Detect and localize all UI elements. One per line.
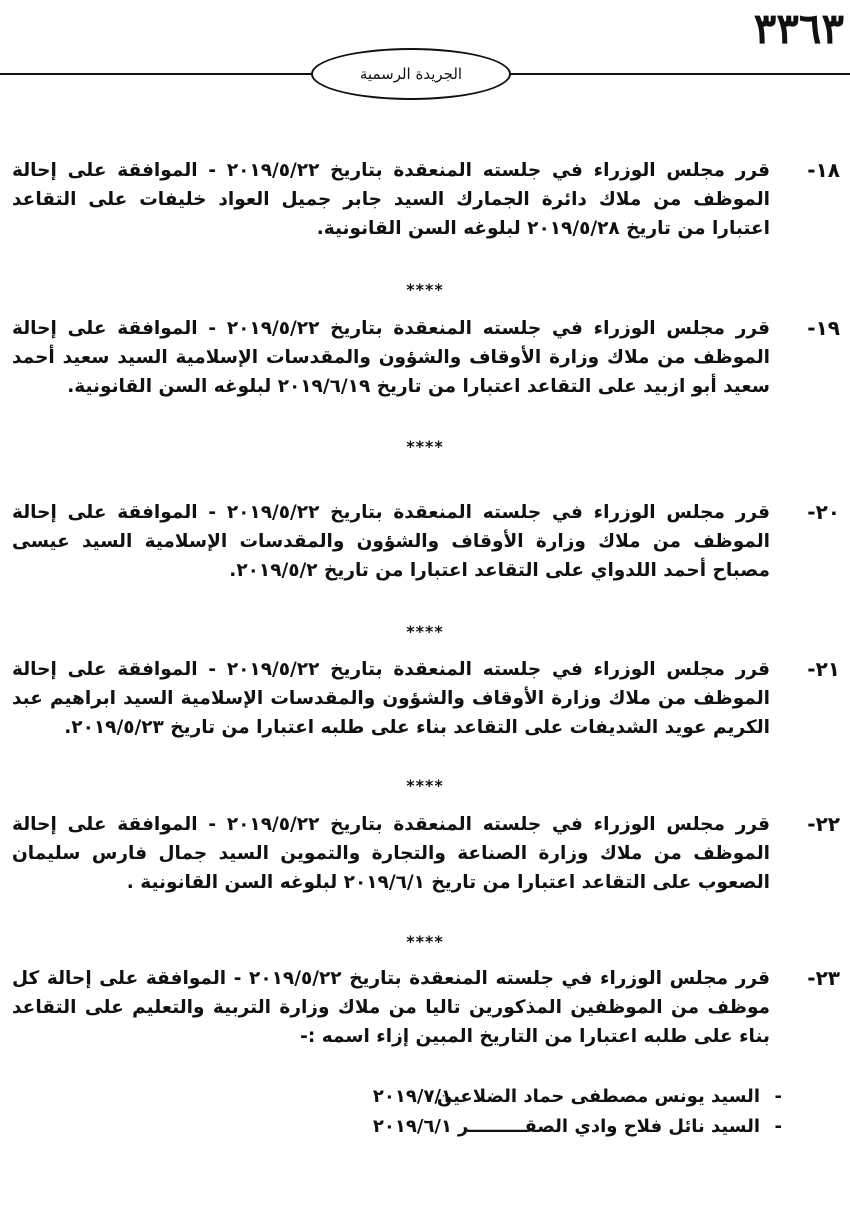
decision-text: قرر مجلس الوزراء في جلسته المنعقدة بتاريخ ٢٠١٩/٥/٢٢ - الموافقة على إحالة الموظف من ملاك دائرة الجمارك السيد جابر جميل العواد خليفات على التقاعد اعتبارا من تاريخ ٢٠١٩/٥/٢٨ لبلوغه السن القانونية. [12, 160, 770, 239]
list-dash: - [774, 1086, 782, 1107]
decision-text: قرر مجلس الوزراء في جلسته المنعقدة بتاريخ ٢٠١٩/٥/٢٢ - الموافقة على إحالة الموظف من ملاك وزارة الأوقاف والشؤون والمقدسات الإسلامية السيد سعيد أحمد سعيد أبو ازبيد على التقاعد اعتبارا من تاريخ ٢٠١٩/٦/١٩ لبلوغه السن القانونية. [12, 318, 770, 397]
page-number: ٣٣٦٣ [753, 4, 844, 53]
decision-number: ٢٢- [807, 812, 840, 836]
separator: **** [406, 776, 444, 795]
list-dash: - [774, 1116, 782, 1137]
decision-number: ١٩- [807, 316, 840, 340]
decision-text: قرر مجلس الوزراء في جلسته المنعقدة بتاريخ ٢٠١٩/٥/٢٢ - الموافقة على إحالة كل موظف من الموظفين المذكورين تاليا من ملاك وزارة التربية والتعليم على التقاعد بناء على طلبه اعتبارا من التاريخ المبين إزاء اسمه :- [12, 968, 770, 1047]
decision-number: ٢٠- [807, 500, 840, 524]
decision-number: ٢٣- [807, 966, 840, 990]
decision-20 [12, 498, 840, 585]
separator: **** [406, 622, 444, 641]
separator: **** [406, 280, 444, 299]
employee-name: السيد نائل فلاح وادي الصقـــــــــر [457, 1116, 760, 1137]
separator: **** [406, 932, 444, 951]
employee-row [312, 1086, 782, 1114]
decision-21 [12, 655, 840, 742]
employee-row [312, 1116, 782, 1144]
retirement-date: ٢٠١٩/٧/١ [372, 1086, 452, 1107]
decision-text: قرر مجلس الوزراء في جلسته المنعقدة بتاريخ ٢٠١٩/٥/٢٢ - الموافقة على إحالة الموظف من ملاك وزارة الصناعة والتجارة والتموين السيد جمال فارس سليمان الصعوب على التقاعد اعتبارا من تاريخ ٢٠١٩/٦/١ لبلوغه السن القانونية . [12, 814, 770, 893]
decision-22 [12, 810, 840, 897]
decision-18 [12, 156, 840, 243]
decision-number: ٢١- [807, 657, 840, 681]
retirement-date: ٢٠١٩/٦/١ [372, 1116, 452, 1137]
decision-number: ١٨- [807, 158, 840, 182]
separator: **** [406, 437, 444, 456]
decision-19 [12, 314, 840, 401]
gazette-title: الجريدة الرسمية [359, 65, 463, 83]
gazette-title-oval [311, 48, 511, 100]
employee-name: السيد يونس مصطفى حماد الضلاعين [436, 1086, 760, 1107]
decision-text: قرر مجلس الوزراء في جلسته المنعقدة بتاريخ ٢٠١٩/٥/٢٢ - الموافقة على إحالة الموظف من ملاك وزارة الأوقاف والشؤون والمقدسات الإسلامية السيد عيسى مصباح أحمد اللدواي على التقاعد اعتبارا من تاريخ ٢٠١٩/٥/٢. [12, 502, 770, 581]
decision-text: قرر مجلس الوزراء في جلسته المنعقدة بتاريخ ٢٠١٩/٥/٢٢ - الموافقة على إحالة الموظف من ملاك وزارة الأوقاف والشؤون والمقدسات الإسلامية السيد ابراهيم عبد الكريم عويد الشديفات على التقاعد بناء على طلبه اعتبارا من تاريخ ٢٠١٩/٥/٢٣. [12, 659, 770, 738]
decision-23 [12, 964, 840, 1051]
